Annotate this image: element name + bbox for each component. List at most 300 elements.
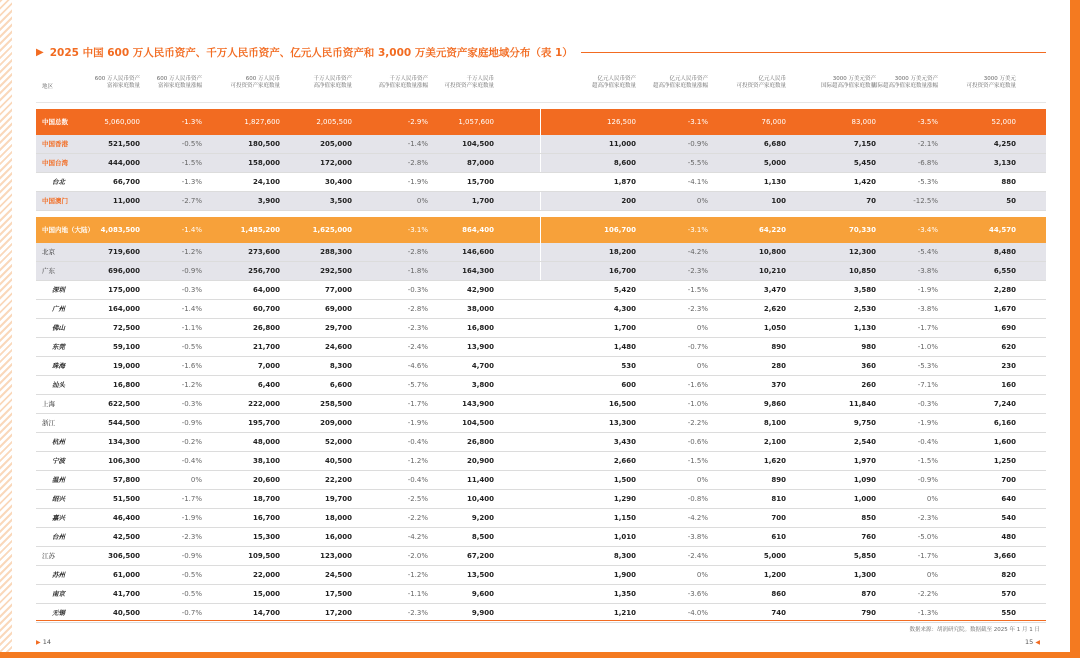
- cell-col-11: -0.4%: [917, 438, 938, 446]
- cell-col-10: 1,420: [853, 178, 876, 186]
- cell-col-3: 20,600: [252, 476, 280, 484]
- row-region-name: 苏州: [52, 571, 65, 579]
- cell-col-8: -2.3%: [687, 267, 708, 275]
- cell-col-4: 8,300: [329, 362, 352, 370]
- column-group-gap: [540, 262, 541, 280]
- cell-col-3: 24,100: [252, 178, 280, 186]
- cell-col-10: 11,840: [848, 400, 876, 408]
- cell-col-1: 622,500: [108, 400, 140, 408]
- cell-col-6: 1,057,600: [458, 118, 494, 126]
- cell-col-12: 700: [1001, 476, 1016, 484]
- table-row: [36, 135, 1046, 154]
- cell-col-4: 24,500: [324, 571, 352, 579]
- cell-col-11: -3.8%: [917, 305, 938, 313]
- cell-col-5: -1.2%: [407, 571, 428, 579]
- row-region-name: 汕头: [52, 381, 65, 389]
- cell-col-2: -0.5%: [181, 590, 202, 598]
- cell-col-9: 1,050: [763, 324, 786, 332]
- cell-col-4: 29,700: [324, 324, 352, 332]
- cell-col-12: 1,600: [993, 438, 1016, 446]
- table-header: [36, 74, 1046, 103]
- cell-col-4: 209,000: [320, 419, 352, 427]
- cell-col-3: 6,400: [257, 381, 280, 389]
- cell-col-9: 100: [771, 197, 786, 205]
- column-group-gap: [540, 217, 541, 243]
- table-title-row: [36, 44, 1046, 60]
- cell-col-6: 3,800: [471, 381, 494, 389]
- cell-col-10: 2,540: [853, 438, 876, 446]
- cell-col-12: 570: [1001, 590, 1016, 598]
- cell-col-5: 0%: [416, 197, 428, 205]
- cell-col-9: 6,680: [763, 140, 786, 148]
- cell-col-6: 67,200: [466, 552, 494, 560]
- cell-col-5: -2.2%: [407, 514, 428, 522]
- cell-col-7: 5,420: [613, 286, 636, 294]
- row-region-name: 珠海: [52, 362, 65, 370]
- cell-col-9: 890: [771, 476, 786, 484]
- cell-col-6: 26,800: [466, 438, 494, 446]
- cell-col-8: -4.2%: [687, 248, 708, 256]
- cell-col-5: -1.1%: [407, 590, 428, 598]
- table-row: [36, 509, 1046, 528]
- cell-col-12: 52,000: [991, 118, 1016, 126]
- cell-col-5: -2.9%: [407, 118, 428, 126]
- cell-col-3: 64,000: [252, 286, 280, 294]
- cell-col-10: 83,000: [851, 118, 876, 126]
- page-left-number: 14: [42, 638, 51, 646]
- cell-col-8: -0.7%: [687, 343, 708, 351]
- cell-col-9: 76,000: [761, 118, 786, 126]
- cell-col-6: 9,200: [471, 514, 494, 522]
- row-region-name: 浙江: [42, 419, 55, 427]
- footer-rule: [36, 620, 1046, 621]
- cell-col-5: -2.8%: [407, 159, 428, 167]
- cell-col-6: 9,900: [471, 609, 494, 617]
- cell-col-3: 273,600: [248, 248, 280, 256]
- table-row: [36, 376, 1046, 395]
- row-region-name: 东莞: [52, 343, 65, 351]
- cell-col-3: 15,000: [252, 590, 280, 598]
- cell-col-6: 13,500: [466, 571, 494, 579]
- cell-col-11: -2.2%: [917, 590, 938, 598]
- header-col-3: 600 万人民币 可投资资产家庭数量: [230, 76, 280, 89]
- cell-col-2: -0.3%: [181, 286, 202, 294]
- cell-col-7: 11,000: [608, 140, 636, 148]
- cell-col-9: 610: [771, 533, 786, 541]
- row-region-name: 南京: [52, 590, 65, 598]
- cell-col-6: 13,900: [466, 343, 494, 351]
- cell-col-2: -0.4%: [181, 457, 202, 465]
- left-decorative-edge: [0, 0, 12, 658]
- cell-col-10: 360: [861, 362, 876, 370]
- row-region-name: 绍兴: [52, 495, 65, 503]
- table-row: [36, 338, 1046, 357]
- cell-col-5: -0.3%: [407, 286, 428, 294]
- cell-col-1: 72,500: [112, 324, 140, 332]
- cell-col-10: 10,850: [848, 267, 876, 275]
- cell-col-12: 8,480: [993, 248, 1016, 256]
- table-row: [36, 192, 1046, 211]
- header-region: 地区: [42, 84, 54, 90]
- cell-col-4: 52,000: [324, 438, 352, 446]
- cell-col-7: 8,300: [613, 552, 636, 560]
- table-row: [36, 585, 1046, 604]
- cell-col-4: 30,400: [324, 178, 352, 186]
- cell-col-6: 20,900: [466, 457, 494, 465]
- cell-col-9: 5,000: [763, 159, 786, 167]
- cell-col-10: 3,580: [853, 286, 876, 294]
- cell-col-1: 521,500: [108, 140, 140, 148]
- cell-col-2: -1.6%: [181, 362, 202, 370]
- cell-col-8: 0%: [696, 324, 708, 332]
- row-region-name: 中国内地（大陆）: [42, 226, 94, 234]
- row-region-name: 中国台湾: [42, 159, 68, 167]
- cell-col-5: -4.2%: [407, 533, 428, 541]
- column-group-gap: [540, 281, 541, 299]
- cell-col-2: -0.5%: [181, 571, 202, 579]
- cell-col-6: 11,400: [466, 476, 494, 484]
- column-group-gap: [540, 490, 541, 508]
- table-row: [36, 300, 1046, 319]
- cell-col-6: 15,700: [466, 178, 494, 186]
- cell-col-3: 3,900: [257, 197, 280, 205]
- cell-col-1: 16,800: [112, 381, 140, 389]
- column-group-gap: [540, 395, 541, 413]
- cell-col-2: -1.5%: [181, 159, 202, 167]
- cell-col-10: 760: [861, 533, 876, 541]
- cell-col-2: -0.3%: [181, 400, 202, 408]
- cell-col-8: -3.1%: [687, 118, 708, 126]
- cell-col-11: 0%: [926, 495, 938, 503]
- cell-col-10: 870: [861, 590, 876, 598]
- table-row: [36, 490, 1046, 509]
- cell-col-2: -1.2%: [181, 381, 202, 389]
- table-row: [36, 528, 1046, 547]
- row-region-name: 台州: [52, 533, 65, 541]
- cell-col-5: -2.0%: [407, 552, 428, 560]
- row-region-name: 台北: [52, 178, 65, 186]
- cell-col-7: 200: [621, 197, 636, 205]
- header-col-5: 千万人民币资产 高净值家庭数量涨幅: [378, 76, 428, 89]
- table-row: [36, 433, 1046, 452]
- column-group-gap: [540, 357, 541, 375]
- cell-col-4: 3,500: [329, 197, 352, 205]
- table-row: [36, 109, 1046, 135]
- cell-col-8: 0%: [696, 476, 708, 484]
- cell-col-6: 4,700: [471, 362, 494, 370]
- cell-col-10: 7,150: [853, 140, 876, 148]
- cell-col-6: 8,500: [471, 533, 494, 541]
- header-col-1: 600 万人民币资产 富裕家庭数量: [94, 76, 140, 89]
- cell-col-2: -1.4%: [181, 305, 202, 313]
- cell-col-6: 146,600: [462, 248, 494, 256]
- cell-col-5: -1.4%: [407, 140, 428, 148]
- cell-col-9: 2,620: [763, 305, 786, 313]
- cell-col-11: -3.5%: [917, 118, 938, 126]
- cell-col-4: 22,200: [324, 476, 352, 484]
- table-row: [36, 262, 1046, 281]
- cell-col-11: -1.7%: [917, 552, 938, 560]
- cell-col-4: 17,500: [324, 590, 352, 598]
- cell-col-3: 195,700: [248, 419, 280, 427]
- cell-col-4: 1,625,000: [312, 226, 352, 234]
- cell-col-11: -5.3%: [917, 362, 938, 370]
- cell-col-8: 0%: [696, 362, 708, 370]
- cell-col-3: 38,100: [252, 457, 280, 465]
- cell-col-5: -1.9%: [407, 178, 428, 186]
- cell-col-4: 40,500: [324, 457, 352, 465]
- cell-col-11: -12.5%: [913, 197, 938, 205]
- cell-col-8: -2.2%: [687, 419, 708, 427]
- cell-col-12: 690: [1001, 324, 1016, 332]
- cell-col-7: 16,700: [608, 267, 636, 275]
- cell-col-5: -2.8%: [407, 305, 428, 313]
- cell-col-9: 10,210: [758, 267, 786, 275]
- cell-col-12: 880: [1001, 178, 1016, 186]
- cell-col-9: 810: [771, 495, 786, 503]
- cell-col-1: 42,500: [112, 533, 140, 541]
- bottom-orange-edge: [0, 652, 1080, 658]
- table-row: [36, 281, 1046, 300]
- table-row: [36, 395, 1046, 414]
- cell-col-6: 143,900: [462, 400, 494, 408]
- header-col-4: 千万人民币资产 高净值家庭数量: [313, 76, 352, 89]
- table-row: [36, 566, 1046, 585]
- cell-col-8: -1.5%: [687, 286, 708, 294]
- cell-col-5: -2.5%: [407, 495, 428, 503]
- cell-col-9: 1,620: [763, 457, 786, 465]
- cell-col-3: 1,485,200: [240, 226, 280, 234]
- cell-col-11: -3.8%: [917, 267, 938, 275]
- cell-col-7: 1,150: [613, 514, 636, 522]
- table-row: [36, 217, 1046, 243]
- cell-col-9: 860: [771, 590, 786, 598]
- cell-col-8: -1.6%: [687, 381, 708, 389]
- cell-col-4: 288,300: [320, 248, 352, 256]
- row-region-name: 中国香港: [42, 140, 68, 148]
- cell-col-5: -2.4%: [407, 343, 428, 351]
- column-group-gap: [540, 243, 541, 261]
- cell-col-1: 66,700: [112, 178, 140, 186]
- column-group-gap: [540, 528, 541, 546]
- cell-col-6: 16,800: [466, 324, 494, 332]
- header-col-7: 亿元人民币资产 超高净值家庭数量: [591, 76, 636, 89]
- cell-col-5: -3.1%: [407, 226, 428, 234]
- cell-col-2: -1.2%: [181, 248, 202, 256]
- cell-col-11: -2.1%: [917, 140, 938, 148]
- cell-col-4: 24,600: [324, 343, 352, 351]
- cell-col-2: -0.5%: [181, 343, 202, 351]
- column-group-gap: [540, 566, 541, 584]
- cell-col-6: 104,500: [462, 419, 494, 427]
- cell-col-12: 7,240: [993, 400, 1016, 408]
- cell-col-9: 700: [771, 514, 786, 522]
- row-region-name: 佛山: [52, 324, 65, 332]
- table-body: [36, 109, 1046, 623]
- cell-col-2: -2.7%: [181, 197, 202, 205]
- cell-col-12: 50: [1006, 197, 1016, 205]
- cell-col-12: 6,550: [993, 267, 1016, 275]
- column-group-gap: [540, 154, 541, 172]
- cell-col-9: 64,220: [758, 226, 786, 234]
- cell-col-4: 123,000: [320, 552, 352, 560]
- cell-col-5: -2.3%: [407, 609, 428, 617]
- column-group-gap: [540, 109, 541, 135]
- cell-col-1: 41,700: [112, 590, 140, 598]
- cell-col-3: 22,000: [252, 571, 280, 579]
- column-group-gap: [540, 509, 541, 527]
- table-title: 2025 中国 600 万人民币资产、千万人民币资产、亿元人民币资产和 3,000 万美元资产家庭地域分布（表 1）: [49, 46, 573, 59]
- cell-col-8: -1.0%: [687, 400, 708, 408]
- cell-col-4: 69,000: [324, 305, 352, 313]
- cell-col-12: 1,670: [993, 305, 1016, 313]
- row-region-name: 杭州: [52, 438, 65, 446]
- cell-col-7: 18,200: [608, 248, 636, 256]
- cell-col-1: 61,000: [112, 571, 140, 579]
- header-col-11: 3000 万美元资产 国际超高净值家庭数量涨幅: [871, 76, 938, 89]
- table-row: [36, 452, 1046, 471]
- cell-col-10: 5,850: [853, 552, 876, 560]
- row-region-name: 温州: [52, 476, 65, 484]
- cell-col-3: 109,500: [248, 552, 280, 560]
- column-group-gap: [540, 300, 541, 318]
- cell-col-6: 38,000: [466, 305, 494, 313]
- cell-col-7: 1,500: [613, 476, 636, 484]
- cell-col-6: 864,400: [462, 226, 494, 234]
- cell-col-3: 222,000: [248, 400, 280, 408]
- header-col-8: 亿元人民币资产 超高净值家庭数量涨幅: [652, 76, 708, 89]
- cell-col-2: -0.2%: [181, 438, 202, 446]
- cell-col-2: 0%: [190, 476, 202, 484]
- cell-col-4: 16,000: [324, 533, 352, 541]
- row-region-name: 深圳: [52, 286, 65, 294]
- cell-col-6: 87,000: [466, 159, 494, 167]
- cell-col-6: 10,400: [466, 495, 494, 503]
- cell-col-11: -1.7%: [917, 324, 938, 332]
- cell-col-8: -0.8%: [687, 495, 708, 503]
- column-group-gap: [540, 433, 541, 451]
- cell-col-12: 3,130: [993, 159, 1016, 167]
- page-number-left: [36, 638, 51, 646]
- cell-col-5: -1.7%: [407, 400, 428, 408]
- column-group-gap: [540, 452, 541, 470]
- cell-col-8: -4.0%: [687, 609, 708, 617]
- cell-col-2: -0.7%: [181, 609, 202, 617]
- table-row: [36, 357, 1046, 376]
- cell-col-1: 134,300: [108, 438, 140, 446]
- cell-col-11: -0.3%: [917, 400, 938, 408]
- cell-col-10: 1,130: [853, 324, 876, 332]
- cell-col-3: 48,000: [252, 438, 280, 446]
- cell-col-4: 19,700: [324, 495, 352, 503]
- cell-col-4: 292,500: [320, 267, 352, 275]
- cell-col-11: -5.0%: [917, 533, 938, 541]
- cell-col-5: -0.4%: [407, 476, 428, 484]
- cell-col-2: -1.7%: [181, 495, 202, 503]
- cell-col-1: 11,000: [112, 197, 140, 205]
- cell-col-9: 10,800: [758, 248, 786, 256]
- right-orange-edge: [1070, 0, 1080, 658]
- table-row: [36, 319, 1046, 338]
- header-col-2: 600 万人民币资产 富裕家庭数量涨幅: [156, 76, 202, 89]
- cell-col-1: 59,100: [112, 343, 140, 351]
- table-row: [36, 243, 1046, 262]
- cell-col-11: -1.5%: [917, 457, 938, 465]
- cell-col-3: 14,700: [252, 609, 280, 617]
- cell-col-7: 1,700: [613, 324, 636, 332]
- cell-col-10: 1,970: [853, 457, 876, 465]
- cell-col-2: -0.9%: [181, 267, 202, 275]
- cell-col-10: 1,000: [853, 495, 876, 503]
- cell-col-7: 1,480: [613, 343, 636, 351]
- cell-col-4: 18,000: [324, 514, 352, 522]
- cell-col-8: -3.8%: [687, 533, 708, 541]
- cell-col-5: -1.8%: [407, 267, 428, 275]
- cell-col-12: 230: [1001, 362, 1016, 370]
- cell-col-9: 740: [771, 609, 786, 617]
- cell-col-11: 0%: [926, 571, 938, 579]
- cell-col-11: -1.3%: [917, 609, 938, 617]
- cell-col-4: 205,000: [320, 140, 352, 148]
- cell-col-2: -2.3%: [181, 533, 202, 541]
- data-source-note: 数据来源：胡润研究院。数据截至 2025 年 1 月 1 日: [909, 627, 1040, 633]
- cell-col-12: 540: [1001, 514, 1016, 522]
- cell-col-12: 3,660: [993, 552, 1016, 560]
- cell-col-7: 1,870: [613, 178, 636, 186]
- cell-col-11: -7.1%: [917, 381, 938, 389]
- cell-col-11: -1.9%: [917, 419, 938, 427]
- cell-col-10: 70,330: [848, 226, 876, 234]
- table-row: [36, 471, 1046, 490]
- cell-col-12: 44,570: [988, 226, 1016, 234]
- cell-col-5: -1.9%: [407, 419, 428, 427]
- cell-col-2: -0.9%: [181, 419, 202, 427]
- distribution-table: [36, 74, 1046, 623]
- cell-col-3: 18,700: [252, 495, 280, 503]
- row-region-name: 中国总数: [42, 118, 68, 126]
- cell-col-6: 42,900: [466, 286, 494, 294]
- cell-col-4: 258,500: [320, 400, 352, 408]
- cell-col-3: 180,500: [248, 140, 280, 148]
- header-col-10: 3000 万美元资产 国际超高净值家庭数量: [820, 76, 876, 89]
- column-group-gap: [540, 414, 541, 432]
- cell-col-9: 3,470: [763, 286, 786, 294]
- cell-col-12: 620: [1001, 343, 1016, 351]
- cell-col-1: 4,083,500: [100, 226, 140, 234]
- cell-col-8: 0%: [696, 197, 708, 205]
- header-col-9: 亿元人民币 可投资资产家庭数量: [736, 76, 786, 89]
- page-number-right: [1025, 638, 1040, 646]
- cell-col-3: 256,700: [248, 267, 280, 275]
- cell-col-1: 51,500: [112, 495, 140, 503]
- cell-col-9: 280: [771, 362, 786, 370]
- cell-col-7: 2,660: [613, 457, 636, 465]
- cell-col-8: -0.6%: [687, 438, 708, 446]
- cell-col-8: -3.6%: [687, 590, 708, 598]
- cell-col-12: 480: [1001, 533, 1016, 541]
- cell-col-8: -3.1%: [687, 226, 708, 234]
- cell-col-8: -1.5%: [687, 457, 708, 465]
- cell-col-11: -3.4%: [917, 226, 938, 234]
- cell-col-10: 12,300: [848, 248, 876, 256]
- cell-col-6: 164,300: [462, 267, 494, 275]
- column-group-gap: [540, 376, 541, 394]
- cell-col-7: 1,210: [613, 609, 636, 617]
- cell-col-9: 370: [771, 381, 786, 389]
- cell-col-7: 106,700: [604, 226, 636, 234]
- cell-col-10: 1,300: [853, 571, 876, 579]
- cell-col-9: 2,100: [763, 438, 786, 446]
